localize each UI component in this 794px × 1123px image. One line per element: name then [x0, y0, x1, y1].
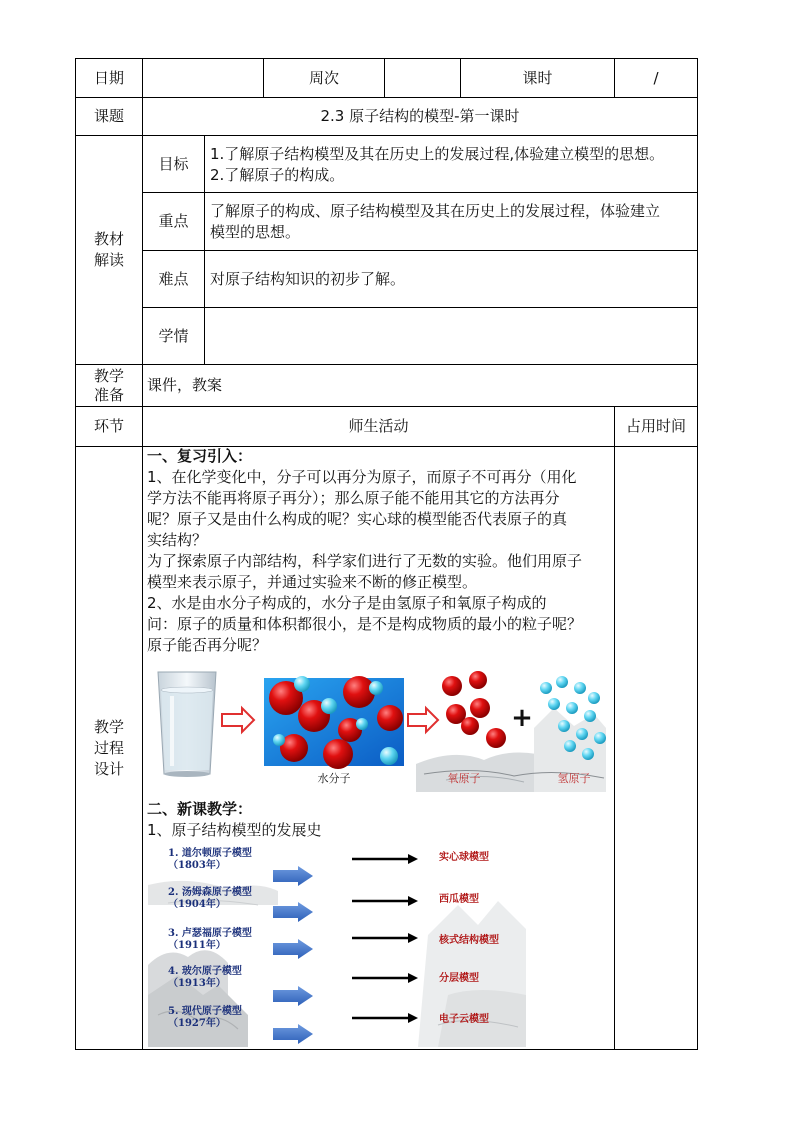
blue-arrow-icon	[273, 986, 313, 1006]
key-line-2: 模型的思想。	[210, 223, 301, 241]
history-name-4: 4. 玻尔原子模型	[168, 966, 242, 977]
history-item-4	[168, 966, 242, 990]
prep-label-line2: 准备	[93, 385, 124, 404]
key-text	[210, 201, 695, 243]
history-year-5: （1927年）	[168, 1018, 226, 1029]
date-label: 日期	[93, 68, 124, 87]
week-label: 周次	[308, 68, 339, 87]
difficulty-label: 难点	[158, 269, 189, 288]
history-item-3	[168, 928, 252, 952]
section1-line-3: 呢？原子又是由什么构成的呢？实心球的模型能否代表原子的真	[147, 510, 568, 528]
history-model-5: 电子云模型	[439, 1014, 489, 1025]
section1-line-6: 模型来表示原子，并通过实验来不断的修正模型。	[147, 573, 478, 591]
water-molecule-label: 水分子	[317, 772, 351, 785]
learner-label: 学情	[158, 326, 189, 345]
prep-label	[76, 365, 142, 406]
plus-sign: +	[511, 703, 533, 733]
history-name-1: 1. 道尔顿原子模型	[168, 848, 252, 859]
history-year-2: （1904年）	[168, 899, 226, 910]
materials-label-line2: 解读	[93, 251, 124, 269]
oxygen-atoms	[442, 671, 506, 748]
difficulty-text: 对原子结构知识的初步了解。	[210, 269, 406, 288]
topic-value: 2.3 原子结构的模型-第一课时	[320, 107, 520, 125]
key-label: 重点	[158, 212, 189, 230]
hydrogen-atom-label: 氢原子	[557, 772, 591, 785]
section1-line-5: 为了探索原子内部结构，科学家们进行了无数的实验。他们用原子	[147, 552, 583, 570]
arrow-right-icon	[408, 708, 438, 732]
activity-header: 师生活动	[348, 417, 409, 435]
goal-label: 目标	[158, 154, 189, 173]
blue-arrow-icon	[273, 866, 313, 886]
key-line-1: 了解原子的构成、原子结构模型及其在历史上的发展过程，体验建立	[210, 202, 661, 220]
black-arrow-icon	[352, 854, 418, 864]
topic-label: 课题	[93, 107, 124, 125]
prep-label-line1: 教学	[93, 366, 124, 385]
process-label-line3: 设计	[93, 759, 124, 778]
section2-title: 二、新课教学：	[147, 800, 253, 818]
section1-title: 一、复习引入：	[147, 447, 253, 465]
water-glass-icon	[158, 672, 216, 777]
history-item-2	[168, 887, 252, 911]
black-arrow-icon	[352, 896, 418, 906]
black-arrow-icon	[352, 1013, 418, 1023]
history-model-1: 实心球模型	[439, 852, 489, 863]
history-year-3: （1911年）	[168, 940, 226, 951]
atomic-model-history-figure	[148, 845, 526, 1047]
process-label-line1: 教学	[93, 717, 124, 736]
history-name-2: 2. 汤姆森原子模型	[168, 887, 252, 898]
period-value: /	[653, 68, 659, 87]
section2-subtitle: 1、原子结构模型的发展史	[147, 821, 322, 839]
period-label: 课时	[522, 68, 553, 87]
section1-line-8: 问：原子的质量和体积都很小，是不是构成物质的最小的粒子呢？	[147, 615, 583, 633]
blue-arrow-icon	[273, 939, 313, 959]
process-label	[76, 447, 142, 1049]
blue-arrow-icon	[273, 902, 313, 922]
section1-line-2: 学方法不能再将原子再分）；那么原子能不能用其它的方法再分	[147, 489, 560, 507]
materials-label-line1: 教材	[93, 230, 124, 248]
prep-value: 课件，教案	[147, 376, 223, 394]
section1-line-7: 2、水是由水分子构成的，水分子是由氢原子和氧原子构成的	[147, 594, 547, 612]
water-molecules-panel	[264, 676, 404, 769]
time-value	[615, 447, 697, 1049]
oxygen-atom-label: 氧原子	[447, 772, 481, 785]
history-name-5: 5. 现代原子模型	[168, 1006, 242, 1017]
section1-line-9: 原子能否再分呢？	[147, 636, 268, 654]
history-item-5	[168, 1006, 242, 1030]
date-value	[143, 59, 263, 97]
materials-label	[76, 136, 142, 364]
blue-arrow-icon	[273, 1024, 313, 1044]
week-value	[385, 59, 460, 97]
learner-text	[210, 308, 695, 364]
history-model-3: 核式结构模型	[439, 935, 499, 946]
goal-line-1: 1.了解原子结构模型及其在历史上的发展过程,体验建立模型的思想。	[210, 145, 665, 163]
history-name-3: 3. 卢瑟福原子模型	[168, 928, 252, 939]
black-arrow-icon	[352, 973, 418, 983]
black-arrow-icon	[352, 933, 418, 943]
section1-line-4: 实结构？	[147, 531, 208, 549]
history-year-4: （1913年）	[168, 978, 226, 989]
history-model-2: 西瓜模型	[439, 894, 479, 905]
phase-header: 环节	[93, 417, 124, 435]
goal-text	[210, 144, 695, 186]
history-year-1: （1803年）	[168, 860, 226, 871]
arrow-right-icon	[222, 708, 254, 732]
water-molecule-figure	[154, 668, 606, 792]
history-item-1	[168, 848, 252, 872]
section1-line-1: 1、在化学变化中，分子可以再分为原子，而原子不可再分（用化	[147, 468, 577, 486]
process-label-line2: 过程	[93, 738, 124, 757]
goal-line-2: 2.了解原子的构成。	[210, 166, 345, 184]
time-header: 占用时间	[625, 417, 686, 435]
history-model-4: 分层模型	[439, 973, 479, 984]
